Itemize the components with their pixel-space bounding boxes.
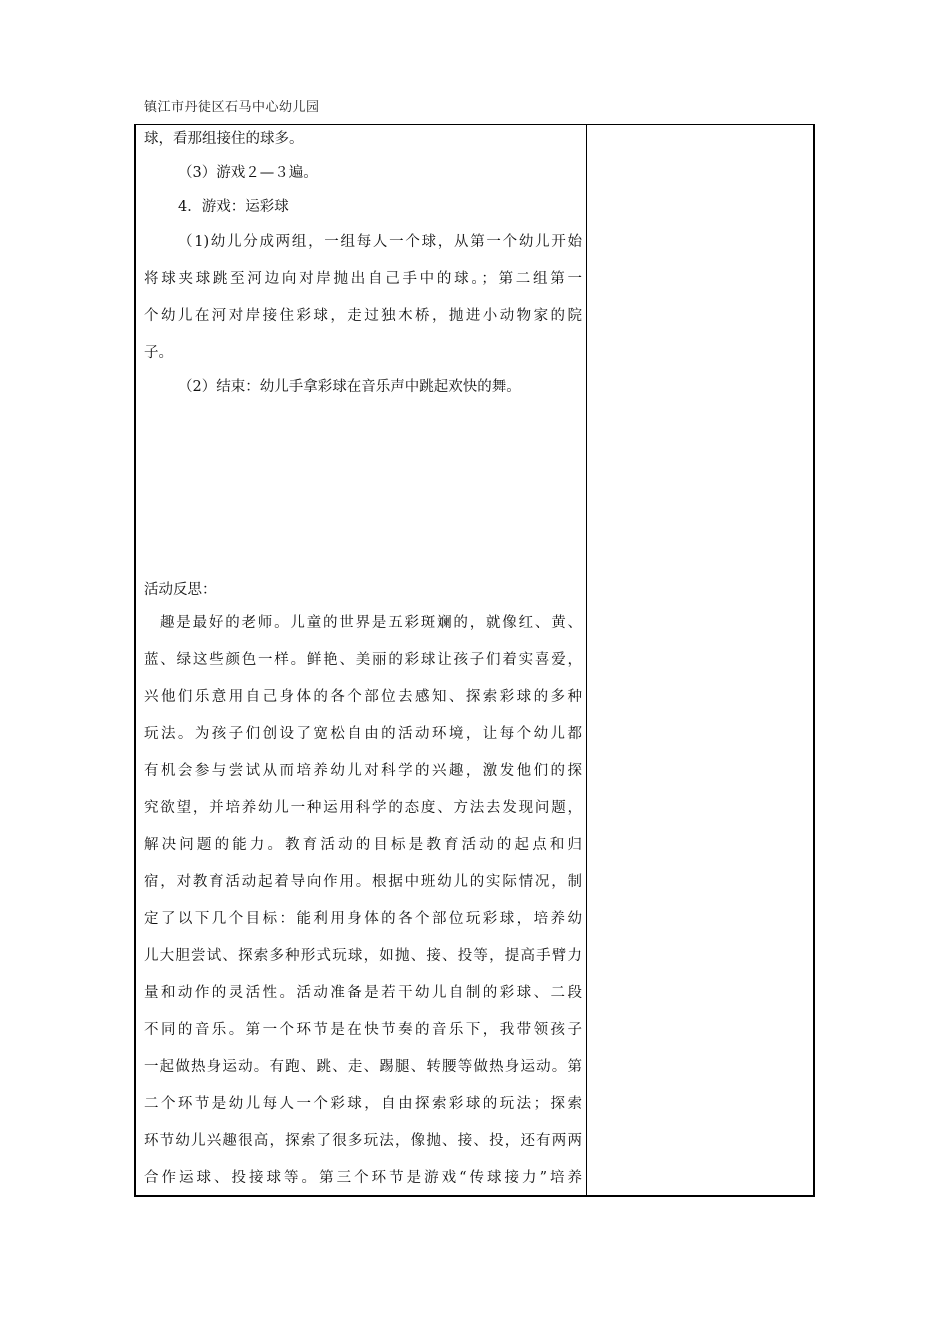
text-line: 4．游戏：运彩球	[178, 199, 289, 215]
lesson-plan-table	[134, 124, 815, 1197]
text-line: 球，看那组接住的球多。	[144, 131, 304, 147]
text-line: （1)幼儿分成两组，一组每人一个球，从第一个幼儿开始	[178, 234, 582, 250]
text-line: （3）游戏２—３遍。	[178, 165, 318, 181]
reflection-line: 定了以下几个目标：能利用身体的各个部位玩彩球，培养幼	[144, 911, 582, 927]
reflection-line: 趣是最好的老师。儿童的世界是五彩斑斓的，就像红、黄、	[160, 615, 582, 631]
reflection-line: 合作运球、投接球等。第三个环节是游戏“传球接力”培养	[144, 1170, 582, 1186]
reflection-line: 量和动作的灵活性。活动准备是若干幼儿自制的彩球、二段	[144, 985, 582, 1001]
reflection-line: 有机会参与尝试从而培养幼儿对科学的兴趣，激发他们的探	[144, 763, 582, 779]
reflection-line: 环节幼儿兴趣很高，探索了很多玩法，像抛、接、投，还有两两	[144, 1133, 582, 1149]
text-line: 子。	[144, 345, 173, 361]
reflection-line: 二个环节是幼儿每人一个彩球，自由探索彩球的玩法；探索	[144, 1096, 582, 1112]
reflection-line: 一起做热身运动。有跑、跳、走、踢腿、转腰等做热身运动。第	[144, 1059, 582, 1075]
text-line: （2）结束：幼儿手拿彩球在音乐声中跳起欢快的舞。	[178, 379, 521, 395]
reflection-line: 不同的音乐。第一个环节是在快节奏的音乐下，我带领孩子	[144, 1022, 582, 1038]
reflection-line: 宿，对教育活动起着导向作用。根据中班幼儿的实际情况，制	[144, 874, 582, 890]
reflection-line: 玩法。为孩子们创设了宽松自由的活动环境，让每个幼儿都	[144, 726, 582, 742]
column-divider	[586, 125, 587, 1195]
page-header-school: 镇江市丹徒区石马中心幼儿园	[144, 100, 320, 115]
text-line: 个幼儿在河对岸接住彩球，走过独木桥，抛进小动物家的院	[144, 308, 582, 324]
reflection-title: 活动反思：	[144, 582, 217, 598]
text-line: 将球夹球跳至河边向对岸抛出自己手中的球。；第二组第一	[144, 271, 582, 287]
reflection-line: 蓝、绿这些颜色一样。鲜艳、美丽的彩球让孩子们着实喜爱，	[144, 652, 582, 668]
notes-cell	[588, 125, 813, 1195]
reflection-line: 解决问题的能力。教育活动的目标是教育活动的起点和归	[144, 837, 582, 853]
reflection-line: 兴他们乐意用自己身体的各个部位去感知、探索彩球的多种	[144, 689, 582, 705]
reflection-line: 究欲望，并培养幼儿一种运用科学的态度、方法去发现问题，	[144, 800, 582, 816]
reflection-line: 儿大胆尝试、探索多种形式玩球，如抛、接、投等，提高手臂力	[144, 948, 582, 964]
